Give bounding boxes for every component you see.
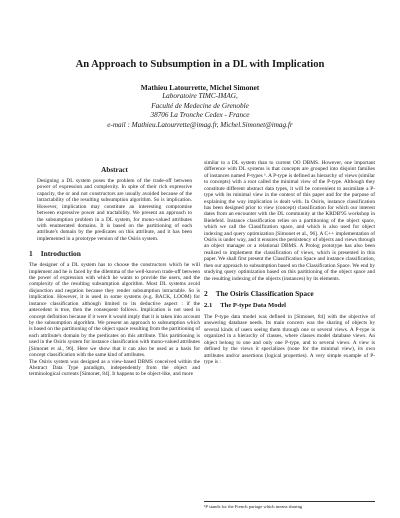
- intro-continuation-paragraph: similar to a DL system than to current OO DBMS. However, one important difference with DL systems is that concepts are grouped into disjoint families of instances named P-types ¹. A P-type is defined as hierarchy of views (similar to concepts) with a root called the minimal view of the P-type. Although they constitute different abstract data types, it will be convenient to assimilate a P-type with its minimal view in the context of this paper and for the purpose of explaining the way implication is dealt with. In Osiris, instance classification has been designed prior to view (concept) classification for which our interest dates from an encounter with the DL community at the KRDB'95 workshop in Bielefeld. Instance classification relies on a partitioning of the object space, which we call the Classification space, and which is also used for object indexing and query optimization [Simonet et al., 96]. A C++ implementation of Osiris is under way, and it ensures the persistency of objects and views through an object manager or a relational DBMS. A Prolog prototype has also been realized to implement the classification of views, which is presented in this paper. We shall first present the Classification Space and instance classification, then our approach to subsumption based on the Classification Space. We end by studying query optimization based on this partitioning of the object space and the resulting indexing of the objects (instances) by its elements.: [204, 160, 375, 282]
- subsection-heading-ptype-model: [204, 302, 375, 310]
- subsection-number: 2.1: [204, 302, 213, 310]
- author-email: e-mail : Mathieu.Latourrette@imag.fr, Michel.Simonet@imag.fr: [107, 120, 293, 129]
- abstract-text: [29, 178, 200, 242]
- author-names: Mathieu Latourrette, Michel Simonet: [140, 83, 260, 92]
- section-title: The Osiris Classification Space: [215, 289, 314, 299]
- right-column: [204, 160, 375, 365]
- section-title: Introduction: [40, 249, 81, 259]
- paper-title: An Approach to Subsumption in a DL with Implication: [75, 59, 325, 70]
- intro-paragraph-1: The designer of a DL system has to choose the constructors which he will implement and he is faced by the dilemma of the well-known trade-off between the power of expression with which he wants to provide the users, and the complexity of the resulting subsumption algorithm. Most DL systems avoid disjunction and negation because they render subsumption intractable. So is implication. However, it is used in some systems (e.g. BACK, LOOM) for instance classification although limited to its deductive aspect : if the antecedent is true, then the consequent follows. Implication is not used in concept definition because if it were it would imply that it is taken into account by the subsumption algorithm. We present an approach to subsumption which is based on the partitioning of the object space resulting from the partitioning of each attribute's domain by the predicates on this attribute. This partitioning is used in the Osiris system for instance classification with mono-valued attributes [Simonet et al., 96]. Here we show that it can also be used as a basis for concept classification with the same kind of attributes.: [29, 262, 200, 359]
- abstract-heading: Abstract: [101, 166, 128, 174]
- author-faculty: Faculté de Medecine de Grenoble: [151, 101, 249, 110]
- section-number: 1: [29, 249, 33, 259]
- intro-paragraph-2: The Osiris system was designed as a view-based DBMS conceived within the Abstract Data Type paradigm, independently from the object and terminological currents [Simonet, 84]. It happens to be object-like, and more: [29, 358, 200, 378]
- left-column: [29, 166, 200, 378]
- section-heading-classification-space: [204, 289, 375, 298]
- author-block: [60, 83, 340, 130]
- footnote: ¹P stands for the French partage which means sharing: [204, 501, 375, 510]
- author-lab: Laboratoire TIMC-IMAG,: [162, 92, 238, 101]
- abstract-paragraph: Designing a DL system poses the problem of the trade-off between power of expression and complexity. In spite of their rich expressive capacity, the or and not constructors are usually avoided because of the intractability of the resulting subsumption algorithm. So is implication. However, implication may constitute an interesting compromise between expressive power and tractability. We present an approach to the subsumption problem in a DL system, for mono-valued attributes with enumerated domains. It is based on the partitioning of each attribute's domain by the predicates on this attribute, and it has been implemented in a prototype version of the Osiris system.: [37, 178, 192, 242]
- section-heading-introduction: [29, 249, 200, 258]
- subsection-title: The P-type Data Model: [220, 302, 286, 310]
- author-address: 38706 La Tronche Cedex - France: [150, 111, 250, 120]
- ptype-paragraph: The P-type data model was defined in [Simonet, 84] with the objective of answering database needs. Its main concern was the sharing of objects by several kinds of users seeing them through one or several views. A P-type is organized in a hierarchy of classes, where classes model database views. An object belong to one and only one P-type, and to several views. A view is defined by the views it specializes (none for the minimal view), its own attributes and/or assertions (logical properties). A very simple example of P-type is :: [204, 314, 375, 365]
- section-number: 2: [204, 289, 208, 299]
